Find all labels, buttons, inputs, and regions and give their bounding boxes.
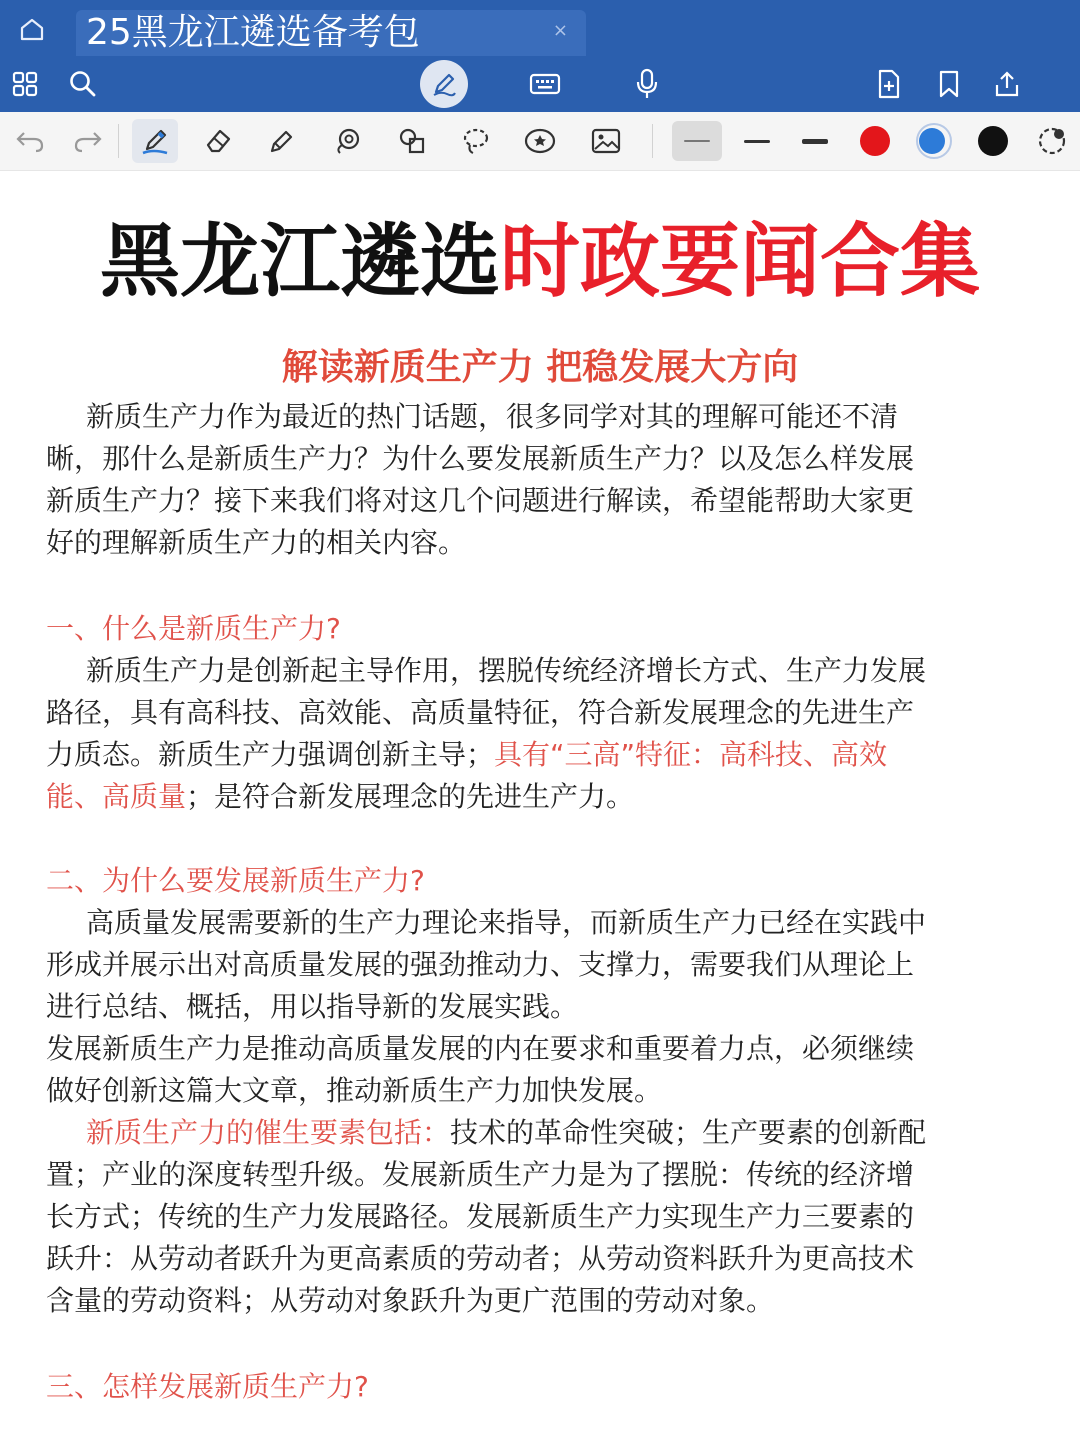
page-title bbox=[0, 212, 1080, 312]
lasso-icon[interactable] bbox=[330, 124, 366, 158]
section-2-line: 进行总结、概括，用以指导新的发展实践。 bbox=[46, 990, 579, 1023]
microphone-icon[interactable] bbox=[630, 68, 664, 100]
lasso-select-icon[interactable] bbox=[458, 124, 494, 158]
text-highlight: 具有“三高”特征：高科技、高效 bbox=[494, 738, 888, 771]
section-2-line: 跃升：从劳动者跃升为更高素质的劳动者；从劳动资料跃升为更高技术 bbox=[46, 1242, 915, 1275]
add-page-icon[interactable] bbox=[872, 68, 906, 100]
intro-paragraph bbox=[46, 396, 1036, 564]
section-1-paragraph bbox=[46, 650, 1036, 818]
color-picker-icon[interactable] bbox=[1034, 124, 1070, 158]
redo-icon[interactable] bbox=[70, 124, 106, 158]
document-page bbox=[0, 172, 1080, 1443]
color-blue[interactable] bbox=[919, 128, 945, 154]
share-icon[interactable] bbox=[990, 68, 1024, 100]
pen-icon[interactable] bbox=[137, 124, 173, 158]
image-icon[interactable] bbox=[588, 124, 624, 158]
text-normal: 技术的革命性突破；生产要素的创新配 bbox=[450, 1116, 927, 1149]
pen-mode-button[interactable] bbox=[420, 60, 468, 108]
section-2-line: 置；产业的深度转型升级。发展新质生产力是为了摆脱：传统的经济增 bbox=[46, 1158, 915, 1191]
stroke-thick[interactable] bbox=[802, 139, 828, 144]
section-1-line bbox=[46, 734, 1036, 776]
eraser-icon[interactable] bbox=[200, 124, 236, 158]
title-red-part: 时政要闻合集 bbox=[500, 215, 980, 308]
grid-icon[interactable] bbox=[8, 68, 42, 100]
section-1-line: 路径，具有高科技、高效能、高质量特征，符合新发展理念的先进生产 bbox=[46, 696, 915, 729]
subtitle: 解读新质生产力 把稳发展大方向 bbox=[281, 347, 799, 388]
section-heading-2: 二、为什么要发展新质生产力? bbox=[46, 864, 425, 897]
section-2-line: 长方式；传统的生产力发展路径。发展新质生产力实现生产力三要素的 bbox=[46, 1200, 915, 1233]
tab-bar bbox=[0, 0, 1080, 56]
color-black[interactable] bbox=[978, 126, 1008, 156]
section-2-line: 高质量发展需要新的生产力理论来指导，而新质生产力已经在实践中 bbox=[86, 906, 927, 939]
shapes-icon[interactable] bbox=[394, 124, 430, 158]
intro-line: 好的理解新质生产力的相关内容。 bbox=[46, 526, 467, 559]
undo-icon[interactable] bbox=[12, 124, 48, 158]
section-2-paragraph bbox=[46, 902, 1036, 1322]
stroke-medium[interactable] bbox=[744, 140, 770, 143]
section-2-line: 形成并展示出对高质量发展的强劲推动力、支撑力，需要我们从理论上 bbox=[46, 948, 915, 981]
pen-icon bbox=[429, 69, 459, 99]
section-heading-3: 三、怎样发展新质生产力? bbox=[46, 1370, 369, 1403]
text-normal: ；是符合新发展理念的先进生产力。 bbox=[186, 780, 635, 813]
section-2-line: 含量的劳动资料；从劳动对象跃升为更广范围的劳动对象。 bbox=[46, 1284, 775, 1317]
section-1-line bbox=[46, 776, 1036, 818]
home-icon[interactable] bbox=[18, 16, 46, 42]
sticker-icon[interactable] bbox=[522, 124, 558, 158]
drawing-toolbar bbox=[0, 112, 1080, 171]
text-highlight: 能、高质量 bbox=[46, 780, 187, 813]
search-icon[interactable] bbox=[66, 68, 100, 100]
section-heading-1: 一、什么是新质生产力? bbox=[46, 612, 341, 645]
stroke-thin[interactable] bbox=[684, 140, 710, 142]
tab-title: 25黑龙江遴选备考包 bbox=[86, 12, 420, 53]
intro-line: 新质生产力作为最近的热门话题，很多同学对其的理解可能还不清 bbox=[86, 400, 899, 433]
section-2-line: 做好创新这篇大文章，推动新质生产力加快发展。 bbox=[46, 1074, 663, 1107]
intro-line: 晰，那什么是新质生产力？为什么要发展新质生产力？以及怎么样发展 bbox=[46, 442, 915, 475]
section-2-line: 发展新质生产力是推动高质量发展的内在要求和重要着力点，必须继续 bbox=[46, 1032, 915, 1065]
close-icon[interactable]: × bbox=[552, 20, 568, 41]
highlighter-icon[interactable] bbox=[264, 124, 300, 158]
document-tab[interactable] bbox=[76, 10, 586, 56]
text-highlight: 新质生产力的催生要素包括： bbox=[86, 1116, 451, 1149]
section-2-line bbox=[46, 1112, 1036, 1154]
intro-line: 新质生产力？接下来我们将对这几个问题进行解读，希望能帮助大家更 bbox=[46, 484, 915, 517]
color-red[interactable] bbox=[860, 126, 890, 156]
keyboard-icon[interactable] bbox=[528, 68, 562, 100]
bookmark-icon[interactable] bbox=[932, 68, 966, 100]
text-normal: 力质态。新质生产力强调创新主导； bbox=[46, 738, 495, 771]
main-toolbar bbox=[0, 56, 1080, 112]
title-black-part: 黑龙江遴选 bbox=[100, 215, 500, 308]
section-1-line: 新质生产力是创新起主导作用，摆脱传统经济增长方式、生产力发展 bbox=[86, 654, 927, 687]
